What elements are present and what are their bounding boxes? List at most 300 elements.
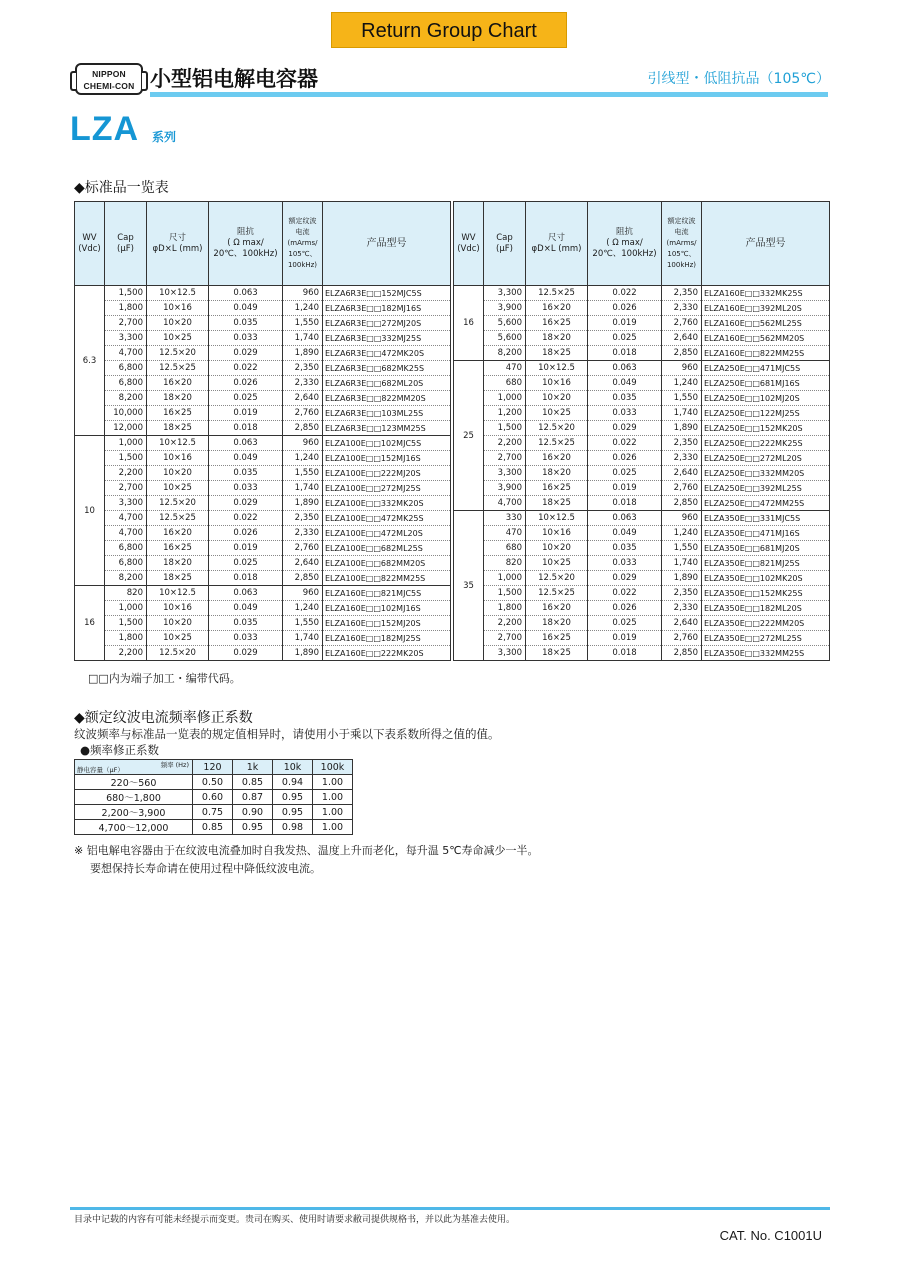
col-part-number: 产品型号 — [323, 202, 451, 286]
wv-cell: 16 — [454, 286, 484, 361]
factor-value: 0.60 — [193, 790, 233, 805]
cap-cell: 8,200 — [105, 391, 147, 406]
cap-cell: 2,200 — [484, 436, 526, 451]
cap-cell: 1,500 — [484, 586, 526, 601]
table-row — [454, 481, 830, 496]
part-cell: ELZA350E□□152MK25S — [702, 586, 830, 601]
ripple-cell: 1,240 — [662, 376, 702, 391]
cap-cell: 820 — [484, 556, 526, 571]
imp-cell: 0.025 — [209, 391, 283, 406]
part-cell: ELZA6R3E□□682ML20S — [323, 376, 451, 391]
part-cell: ELZA6R3E□□182MJ16S — [323, 301, 451, 316]
table-row — [75, 481, 451, 496]
col-ripple: 额定纹波 电流 (mArms/ 105℃、 100kHz) — [283, 202, 323, 286]
col-ripple: 额定纹波 电流 (mArms/ 105℃、 100kHz) — [662, 202, 702, 286]
standard-list-table-left — [74, 201, 451, 661]
cap-cell: 330 — [484, 511, 526, 526]
table-row — [454, 511, 830, 526]
size-cell: 10×16 — [526, 526, 588, 541]
cap-cell: 6,800 — [105, 376, 147, 391]
ripple-cell: 1,550 — [283, 616, 323, 631]
table-row — [75, 526, 451, 541]
imp-cell: 0.019 — [209, 541, 283, 556]
ripple-cell: 1,240 — [283, 451, 323, 466]
factor-value: 0.87 — [233, 790, 273, 805]
table-row — [454, 646, 830, 661]
size-cell: 12.5×20 — [147, 496, 209, 511]
col-cap: Cap (μF) — [105, 202, 147, 286]
cap-cell: 680 — [484, 376, 526, 391]
part-cell: ELZA160E□□822MM25S — [702, 346, 830, 361]
imp-cell: 0.049 — [209, 451, 283, 466]
table-row — [75, 436, 451, 451]
cap-cell: 2,200 — [484, 616, 526, 631]
cap-cell: 2,200 — [105, 466, 147, 481]
imp-cell: 0.022 — [209, 511, 283, 526]
cap-cell: 470 — [484, 361, 526, 376]
imp-cell: 0.063 — [588, 511, 662, 526]
size-cell: 12.5×20 — [147, 346, 209, 361]
size-cell: 18×20 — [147, 391, 209, 406]
part-cell: ELZA250E□□471MJC5S — [702, 361, 830, 376]
table-row — [75, 451, 451, 466]
cap-cell: 5,600 — [484, 331, 526, 346]
size-cell: 10×20 — [147, 316, 209, 331]
size-cell: 16×25 — [526, 316, 588, 331]
imp-cell: 0.022 — [588, 586, 662, 601]
factor-value: 0.95 — [233, 820, 273, 835]
table-row — [454, 541, 830, 556]
table-row — [454, 451, 830, 466]
ripple-cell: 2,640 — [283, 391, 323, 406]
size-cell: 10×25 — [147, 631, 209, 646]
table-row — [454, 331, 830, 346]
size-cell: 18×25 — [147, 421, 209, 436]
cap-cell: 1,000 — [484, 571, 526, 586]
cap-cell: 8,200 — [105, 571, 147, 586]
cap-cell: 1,000 — [105, 601, 147, 616]
part-cell: ELZA160E□□152MJ20S — [323, 616, 451, 631]
freq-header: 120 — [193, 760, 233, 775]
table-row — [454, 631, 830, 646]
table-row — [75, 316, 451, 331]
ripple-cell: 2,850 — [283, 421, 323, 436]
cap-cell: 5,600 — [484, 316, 526, 331]
series-suffix: 系列 — [152, 130, 177, 144]
part-cell: ELZA6R3E□□272MJ20S — [323, 316, 451, 331]
size-cell: 18×20 — [526, 466, 588, 481]
factor-row — [75, 820, 353, 835]
imp-cell: 0.049 — [588, 526, 662, 541]
cap-cell: 4,700 — [105, 511, 147, 526]
imp-cell: 0.049 — [588, 376, 662, 391]
part-cell: ELZA6R3E□□152MJC5S — [323, 286, 451, 301]
size-cell: 12.5×25 — [147, 511, 209, 526]
ripple-cell: 960 — [283, 586, 323, 601]
cap-cell: 1,500 — [105, 451, 147, 466]
cap-cell: 3,300 — [484, 646, 526, 661]
imp-cell: 0.033 — [209, 481, 283, 496]
factor-value: 0.90 — [233, 805, 273, 820]
size-cell: 12.5×20 — [526, 421, 588, 436]
imp-cell: 0.022 — [588, 286, 662, 301]
imp-cell: 0.063 — [209, 436, 283, 451]
imp-cell: 0.018 — [588, 646, 662, 661]
ripple-cell: 1,740 — [283, 331, 323, 346]
col-impedance: 阻抗 ( Ω max/ 20℃、100kHz) — [209, 202, 283, 286]
ripple-remark: ※ 铝电解电容器由于在纹波电流叠加时自我发热、温度上升而老化，每升温 5℃寿命减少一半。 — [74, 844, 539, 857]
size-cell: 10×12.5 — [147, 286, 209, 301]
imp-cell: 0.049 — [209, 601, 283, 616]
cap-cell: 12,000 — [105, 421, 147, 436]
factor-row — [75, 775, 353, 790]
cap-cell: 6,800 — [105, 556, 147, 571]
imp-cell: 0.029 — [588, 571, 662, 586]
part-cell: ELZA100E□□222MJ20S — [323, 466, 451, 481]
part-cell: ELZA160E□□332MK25S — [702, 286, 830, 301]
imp-cell: 0.026 — [588, 601, 662, 616]
cap-cell: 3,900 — [484, 481, 526, 496]
part-cell: ELZA350E□□471MJ16S — [702, 526, 830, 541]
cap-cell: 4,700 — [105, 346, 147, 361]
table-row — [454, 616, 830, 631]
cap-cell: 3,300 — [484, 466, 526, 481]
size-cell: 10×20 — [526, 541, 588, 556]
part-cell: ELZA250E□□681MJ16S — [702, 376, 830, 391]
table-row — [75, 496, 451, 511]
wv-cell: 16 — [75, 586, 105, 661]
size-cell: 10×12.5 — [526, 361, 588, 376]
col-cap: Cap (μF) — [484, 202, 526, 286]
part-cell: ELZA100E□□102MJC5S — [323, 436, 451, 451]
title-rule — [150, 92, 828, 97]
ripple-cell: 1,240 — [283, 601, 323, 616]
size-cell: 16×20 — [147, 376, 209, 391]
ripple-cell: 1,890 — [662, 421, 702, 436]
cap-cell: 1,800 — [105, 631, 147, 646]
standard-list-heading: ◆标准品一览表 — [74, 180, 169, 196]
part-cell: ELZA350E□□102MK20S — [702, 571, 830, 586]
part-cell: ELZA6R3E□□123MM25S — [323, 421, 451, 436]
table-row — [75, 421, 451, 436]
page-title: 小型铝电解电容器 — [150, 67, 318, 91]
cap-cell: 1,500 — [105, 286, 147, 301]
size-cell: 12.5×25 — [526, 286, 588, 301]
cap-cell: 1,800 — [105, 301, 147, 316]
part-cell: ELZA350E□□222MM20S — [702, 616, 830, 631]
imp-cell: 0.029 — [209, 496, 283, 511]
imp-cell: 0.019 — [209, 406, 283, 421]
ripple-cell: 2,350 — [283, 511, 323, 526]
part-cell: ELZA250E□□332MM20S — [702, 466, 830, 481]
table-row — [75, 391, 451, 406]
size-cell: 10×25 — [526, 406, 588, 421]
cap-cell: 2,200 — [105, 646, 147, 661]
part-cell: ELZA350E□□182ML20S — [702, 601, 830, 616]
ripple-cell: 2,640 — [662, 466, 702, 481]
part-cell: ELZA160E□□392ML20S — [702, 301, 830, 316]
table-row — [454, 571, 830, 586]
cap-cell: 680 — [484, 541, 526, 556]
size-cell: 12.5×25 — [147, 361, 209, 376]
size-cell: 16×25 — [526, 631, 588, 646]
cap-cell: 470 — [484, 526, 526, 541]
imp-cell: 0.018 — [588, 346, 662, 361]
ripple-cell: 2,330 — [662, 301, 702, 316]
size-cell: 10×16 — [526, 376, 588, 391]
corner-cell — [75, 760, 193, 775]
footer-rule — [70, 1207, 830, 1210]
size-cell: 10×16 — [147, 601, 209, 616]
size-cell: 12.5×20 — [526, 571, 588, 586]
ripple-cell: 1,550 — [662, 391, 702, 406]
return-group-chart-button[interactable]: Return Group Chart — [331, 12, 567, 48]
part-cell: ELZA160E□□182MJ25S — [323, 631, 451, 646]
table-row — [75, 511, 451, 526]
part-cell: ELZA250E□□472MM25S — [702, 496, 830, 511]
table-row — [75, 616, 451, 631]
size-cell: 16×20 — [526, 451, 588, 466]
table-row — [75, 361, 451, 376]
imp-cell: 0.049 — [209, 301, 283, 316]
imp-cell: 0.018 — [588, 496, 662, 511]
cap-cell: 3,300 — [484, 286, 526, 301]
size-cell: 16×20 — [147, 526, 209, 541]
size-cell: 16×25 — [147, 541, 209, 556]
ripple-cell: 1,240 — [662, 526, 702, 541]
ripple-cell: 2,760 — [662, 631, 702, 646]
imp-cell: 0.025 — [588, 466, 662, 481]
part-cell: ELZA100E□□152MJ16S — [323, 451, 451, 466]
table-row — [75, 631, 451, 646]
part-cell: ELZA250E□□102MJ20S — [702, 391, 830, 406]
cap-cell: 1,500 — [105, 616, 147, 631]
table-row — [75, 466, 451, 481]
ripple-cell: 2,760 — [662, 316, 702, 331]
imp-cell: 0.022 — [588, 436, 662, 451]
imp-cell: 0.033 — [209, 331, 283, 346]
imp-cell: 0.035 — [588, 391, 662, 406]
ripple-cell: 2,850 — [662, 346, 702, 361]
factor-value: 1.00 — [313, 805, 353, 820]
factor-row — [75, 790, 353, 805]
table-row — [454, 286, 830, 301]
part-cell: ELZA100E□□472ML20S — [323, 526, 451, 541]
imp-cell: 0.026 — [588, 301, 662, 316]
ripple-cell: 2,640 — [283, 556, 323, 571]
imp-cell: 0.033 — [588, 556, 662, 571]
factor-value: 0.95 — [273, 790, 313, 805]
size-cell: 10×20 — [526, 391, 588, 406]
wv-cell: 25 — [454, 361, 484, 511]
terminal-code-note: □□内为端子加工・编带代码。 — [88, 672, 241, 685]
part-cell: ELZA250E□□122MJ25S — [702, 406, 830, 421]
table-row — [75, 331, 451, 346]
ripple-cell: 1,740 — [662, 406, 702, 421]
ripple-cell: 960 — [662, 511, 702, 526]
table-row — [454, 406, 830, 421]
imp-cell: 0.018 — [209, 571, 283, 586]
table-row — [454, 556, 830, 571]
imp-cell: 0.063 — [209, 586, 283, 601]
ripple-factor-subheading: ●频率修正系数 — [80, 743, 160, 757]
col-wv: WV (Vdc) — [454, 202, 484, 286]
col-wv: WV (Vdc) — [75, 202, 105, 286]
imp-cell: 0.026 — [209, 376, 283, 391]
size-cell: 10×25 — [147, 481, 209, 496]
size-cell: 12.5×25 — [526, 436, 588, 451]
ripple-cell: 2,850 — [662, 646, 702, 661]
ripple-cell: 1,740 — [283, 481, 323, 496]
cap-cell: 1,000 — [484, 391, 526, 406]
wv-cell: 6.3 — [75, 286, 105, 436]
ripple-cell: 2,350 — [662, 586, 702, 601]
ripple-cell: 2,640 — [662, 616, 702, 631]
imp-cell: 0.019 — [588, 481, 662, 496]
freq-header: 100k — [313, 760, 353, 775]
freq-header: 10k — [273, 760, 313, 775]
imp-cell: 0.026 — [209, 526, 283, 541]
size-cell: 16×25 — [147, 406, 209, 421]
col-part-number: 产品型号 — [702, 202, 830, 286]
factor-value: 1.00 — [313, 775, 353, 790]
imp-cell: 0.035 — [209, 316, 283, 331]
size-cell: 10×25 — [526, 556, 588, 571]
wv-cell: 35 — [454, 511, 484, 661]
ripple-cell: 1,740 — [662, 556, 702, 571]
page-subtitle: 引线型・低阻抗品（105℃） — [647, 71, 830, 87]
ripple-factor-description: 纹波频率与标准品一览表的规定值相异时，请使用小于乘以下表系数所得之值的值。 — [74, 727, 500, 741]
table-row — [454, 376, 830, 391]
cap-cell: 1,800 — [484, 601, 526, 616]
factor-value: 1.00 — [313, 790, 353, 805]
ripple-cell: 960 — [662, 361, 702, 376]
ripple-cell: 1,550 — [662, 541, 702, 556]
factor-value: 0.85 — [193, 820, 233, 835]
nippon-chemi-con-logo — [75, 63, 143, 95]
part-cell: ELZA160E□□562MM20S — [702, 331, 830, 346]
ripple-cell: 960 — [283, 436, 323, 451]
size-cell: 18×25 — [526, 646, 588, 661]
ripple-cell: 2,760 — [283, 406, 323, 421]
size-cell: 10×16 — [147, 301, 209, 316]
size-cell: 10×12.5 — [147, 436, 209, 451]
cap-cell: 10,000 — [105, 406, 147, 421]
standard-list-table-right — [453, 201, 830, 661]
imp-cell: 0.025 — [209, 556, 283, 571]
corner-frequency-label: 频率 (Hz) — [160, 761, 189, 769]
table-row — [75, 301, 451, 316]
factor-value: 0.75 — [193, 805, 233, 820]
capacitance-range: 4,700～12,000 — [75, 820, 193, 835]
size-cell: 18×25 — [526, 496, 588, 511]
imp-cell: 0.033 — [588, 406, 662, 421]
imp-cell: 0.035 — [209, 616, 283, 631]
wv-cell: 10 — [75, 436, 105, 586]
table-row — [75, 286, 451, 301]
size-cell: 10×20 — [147, 616, 209, 631]
factor-value: 0.50 — [193, 775, 233, 790]
factor-value: 1.00 — [313, 820, 353, 835]
cap-cell: 4,700 — [484, 496, 526, 511]
imp-cell: 0.029 — [209, 646, 283, 661]
cap-cell: 3,300 — [105, 496, 147, 511]
logo-line2: CHEMI-CON — [83, 81, 135, 91]
cap-cell: 4,700 — [105, 526, 147, 541]
ripple-cell: 1,890 — [283, 496, 323, 511]
capacitance-range: 2,200～3,900 — [75, 805, 193, 820]
part-cell: ELZA160E□□562ML25S — [702, 316, 830, 331]
imp-cell: 0.035 — [209, 466, 283, 481]
size-cell: 10×16 — [147, 451, 209, 466]
catalog-number: CAT. No. C1001U — [719, 1228, 822, 1243]
cap-cell: 2,700 — [484, 451, 526, 466]
ripple-cell: 2,330 — [662, 601, 702, 616]
table-row — [75, 601, 451, 616]
series-code: LZA — [70, 110, 140, 148]
table-row — [75, 646, 451, 661]
factor-value: 0.95 — [273, 805, 313, 820]
part-cell: ELZA100E□□272MJ25S — [323, 481, 451, 496]
part-cell: ELZA100E□□682ML25S — [323, 541, 451, 556]
size-cell: 10×25 — [147, 331, 209, 346]
imp-cell: 0.029 — [209, 346, 283, 361]
table-row — [75, 376, 451, 391]
ripple-cell: 2,640 — [662, 331, 702, 346]
imp-cell: 0.025 — [588, 616, 662, 631]
table-row — [454, 526, 830, 541]
cap-cell: 2,700 — [105, 316, 147, 331]
imp-cell: 0.035 — [588, 541, 662, 556]
imp-cell: 0.033 — [209, 631, 283, 646]
ripple-cell: 1,890 — [283, 346, 323, 361]
part-cell: ELZA6R3E□□682MK25S — [323, 361, 451, 376]
table-row — [454, 391, 830, 406]
ripple-cell: 960 — [283, 286, 323, 301]
imp-cell: 0.063 — [209, 286, 283, 301]
part-cell: ELZA250E□□222MK25S — [702, 436, 830, 451]
col-size: 尺寸 φD×L (mm) — [147, 202, 209, 286]
table-row — [75, 346, 451, 361]
imp-cell: 0.022 — [209, 361, 283, 376]
factor-value: 0.98 — [273, 820, 313, 835]
table-row — [454, 496, 830, 511]
size-cell: 12.5×25 — [526, 586, 588, 601]
capacitance-range: 680～1,800 — [75, 790, 193, 805]
table-row — [454, 601, 830, 616]
table-row — [75, 586, 451, 601]
size-cell: 10×12.5 — [147, 586, 209, 601]
ripple-cell: 1,890 — [662, 571, 702, 586]
ripple-cell: 1,550 — [283, 466, 323, 481]
factor-value: 0.94 — [273, 775, 313, 790]
ripple-cell: 2,350 — [662, 286, 702, 301]
imp-cell: 0.063 — [588, 361, 662, 376]
ripple-cell: 2,330 — [662, 451, 702, 466]
ripple-cell: 2,330 — [283, 526, 323, 541]
footer-disclaimer: 目录中记载的内容有可能未经提示而变更。贵司在购买、使用时请要求敝司提供规格书，并以此为基准去使用。 — [74, 1215, 516, 1225]
cap-cell: 6,800 — [105, 361, 147, 376]
part-cell: ELZA350E□□821MJ25S — [702, 556, 830, 571]
part-cell: ELZA100E□□332MK20S — [323, 496, 451, 511]
part-cell: ELZA350E□□332MM25S — [702, 646, 830, 661]
size-cell: 10×20 — [147, 466, 209, 481]
ripple-cell: 2,850 — [662, 496, 702, 511]
part-cell: ELZA350E□□331MJC5S — [702, 511, 830, 526]
frequency-factor-table — [74, 759, 353, 835]
size-cell: 16×20 — [526, 301, 588, 316]
cap-cell: 8,200 — [484, 346, 526, 361]
